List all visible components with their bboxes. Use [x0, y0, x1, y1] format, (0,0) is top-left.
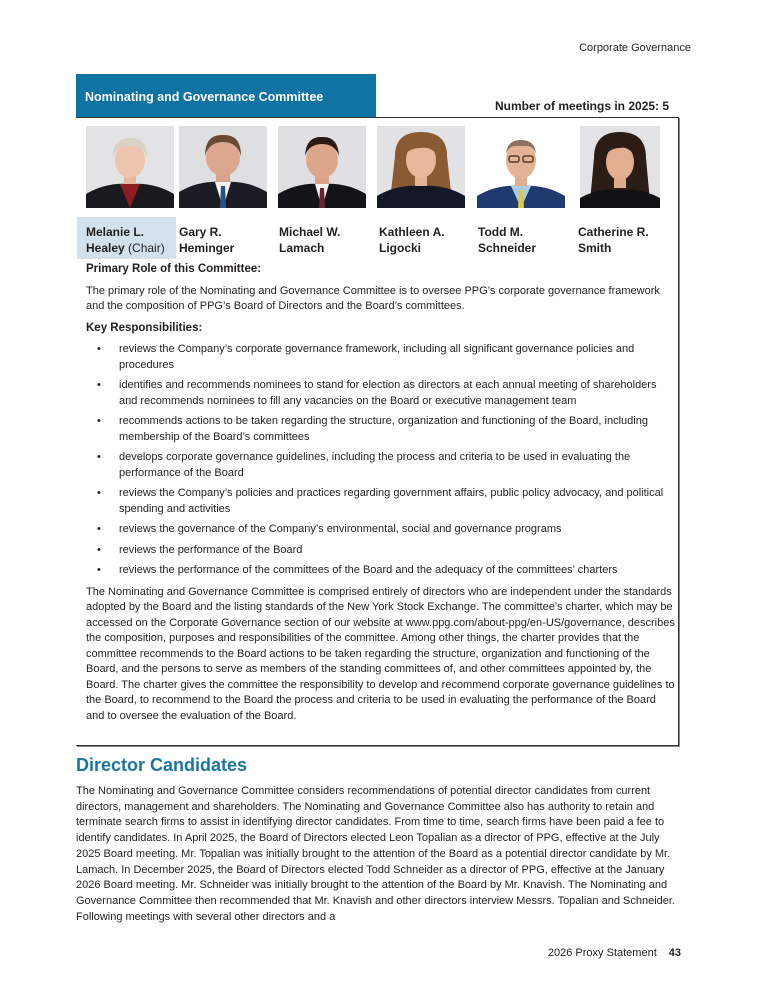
- page-number: 43: [668, 947, 681, 959]
- responsibility-item: • reviews the performance of the Board: [86, 543, 676, 559]
- portrait-catherine-smith-icon: [580, 126, 660, 208]
- responsibility-item: • reviews the Company’s policies and practices regarding government affairs, public policy advocacy, and political spending and activities: [86, 486, 676, 517]
- member-first-name: Melanie L.: [86, 225, 145, 239]
- member-name: [569, 217, 674, 259]
- member-name: [170, 217, 266, 259]
- member-last-name: Schneider: [478, 241, 537, 255]
- member-photo: [278, 126, 366, 208]
- responsibilities-heading: Key Responsibilities:: [86, 321, 203, 334]
- portrait-todd-schneider-icon: [477, 126, 565, 208]
- responsibilities-list: [86, 342, 676, 579]
- member-photo: [86, 126, 174, 208]
- portrait-melanie-healey-icon: [86, 126, 174, 208]
- member-photo: [477, 126, 565, 208]
- committee-closing-text: The Nominating and Governance Committee is comprised entirely of directors who are independent under the standards adopted by the Board and the listing standards of the New York Stock Exchange. The committee’s charter, which may be accessed on the Corporate Governance section of our website at www.ppg.com/about-ppg/en-US/governance, describes the composition, purposes and responsibilities of the committee. Among other things, the charter provides that the committee recommends to the Board actions to be taken regarding the structure, organization and functioning of the Board, and the persons to serve as members of the standing committees of, and other committees appointed by, the Board. The charter gives the committee the responsibility to develop and recommend corporate governance guidelines to the Board, to recommend to the Board the process and criteria to be used in evaluating the performance of the Board and to oversee the evaluation of the Board.: [86, 585, 675, 722]
- document-name: 2026 Proxy Statement: [547, 947, 657, 959]
- primary-role-heading: Primary Role of this Committee:: [86, 263, 262, 275]
- member-first-name: Michael W.: [279, 225, 341, 239]
- page-footer: [548, 947, 681, 959]
- committee-title: Nominating and Governance Committee: [76, 74, 376, 118]
- member-name-chair: [77, 217, 176, 259]
- portrait-michael-lamach-icon: [278, 126, 366, 208]
- responsibility-item: • reviews the Company’s corporate governance framework, including all significant governance policies and procedures: [86, 342, 676, 373]
- meetings-count: Number of meetings in 2025: 5: [495, 99, 670, 113]
- committee-content: [86, 262, 676, 730]
- responsibility-item: • identifies and recommends nominees to stand for election as directors at each annual meeting of shareholders and recommends nominees to fill any vacancies on the Board or executive management team: [86, 378, 676, 409]
- primary-role-text: The primary role of the Nominating and Governance Committee is to oversee PPG’s corporate governance framework and the composition of PPG’s Board of Directors and the Board’s committees.: [86, 284, 660, 312]
- member-first-name: Todd M.: [478, 225, 524, 239]
- running-head: Corporate Governance: [579, 42, 691, 54]
- member-last-name: Ligocki: [379, 241, 422, 255]
- section-body: The Nominating and Governance Committee considers recommendations of potential director candidates from current directors, management and shareholders. The Nominating and Governance Committee also has authority to retain and terminate search firms to assist in identifying director candidates. From time to time, search firms have been paid a fee to identify candidates. In April 2025, the Board of Directors elected Leon Topalian as a director of PPG, effective at the July 2025 Board meeting. Mr. Topalian was initially brought to the attention of the Board as a potential director candidate by Mr. Lamach. In December 2025, the Board of Directors elected Todd Schneider as a director of PPG, effective at the January 2026 Board meeting. Mr. Schneider was initially brought to the attention of the Board by Mr. Knavish. The Nominating and Governance Committee then recommended that Mr. Knavish and other directors interview Messrs. Topalian and Schneider. Following meetings with several other directors and a: [76, 785, 675, 923]
- member-last-name: Smith: [578, 241, 612, 255]
- member-last-name: Healey: [86, 241, 125, 255]
- member-first-name: Catherine R.: [578, 225, 649, 239]
- member-photo: [179, 126, 267, 208]
- member-last-name: Lamach: [279, 241, 325, 255]
- member-first-name: Gary R.: [179, 225, 222, 239]
- responsibility-item: • reviews the performance of the committees of the Board and the adequacy of the committees’ charters: [86, 563, 676, 579]
- member-name: [469, 217, 565, 259]
- responsibility-item: • reviews the governance of the Company’s environmental, social and governance programs: [86, 522, 676, 538]
- member-role: (Chair): [128, 241, 165, 255]
- member-last-name: Heminger: [179, 241, 235, 255]
- member-photo: [377, 126, 465, 208]
- member-photo: [580, 126, 660, 208]
- responsibility-item: • recommends actions to be taken regarding the structure, organization and functioning of the Board, including membership of the Board’s committees: [86, 414, 676, 445]
- portrait-kathleen-ligocki-icon: [377, 126, 465, 208]
- member-name: [370, 217, 466, 259]
- responsibility-item: • develops corporate governance guidelines, including the process and criteria to be used in evaluating the performance of the Board: [86, 450, 676, 481]
- member-name: [270, 217, 366, 259]
- portrait-gary-heminger-icon: [179, 126, 267, 208]
- member-first-name: Kathleen A.: [379, 225, 445, 239]
- section-title: Director Candidates: [76, 755, 248, 775]
